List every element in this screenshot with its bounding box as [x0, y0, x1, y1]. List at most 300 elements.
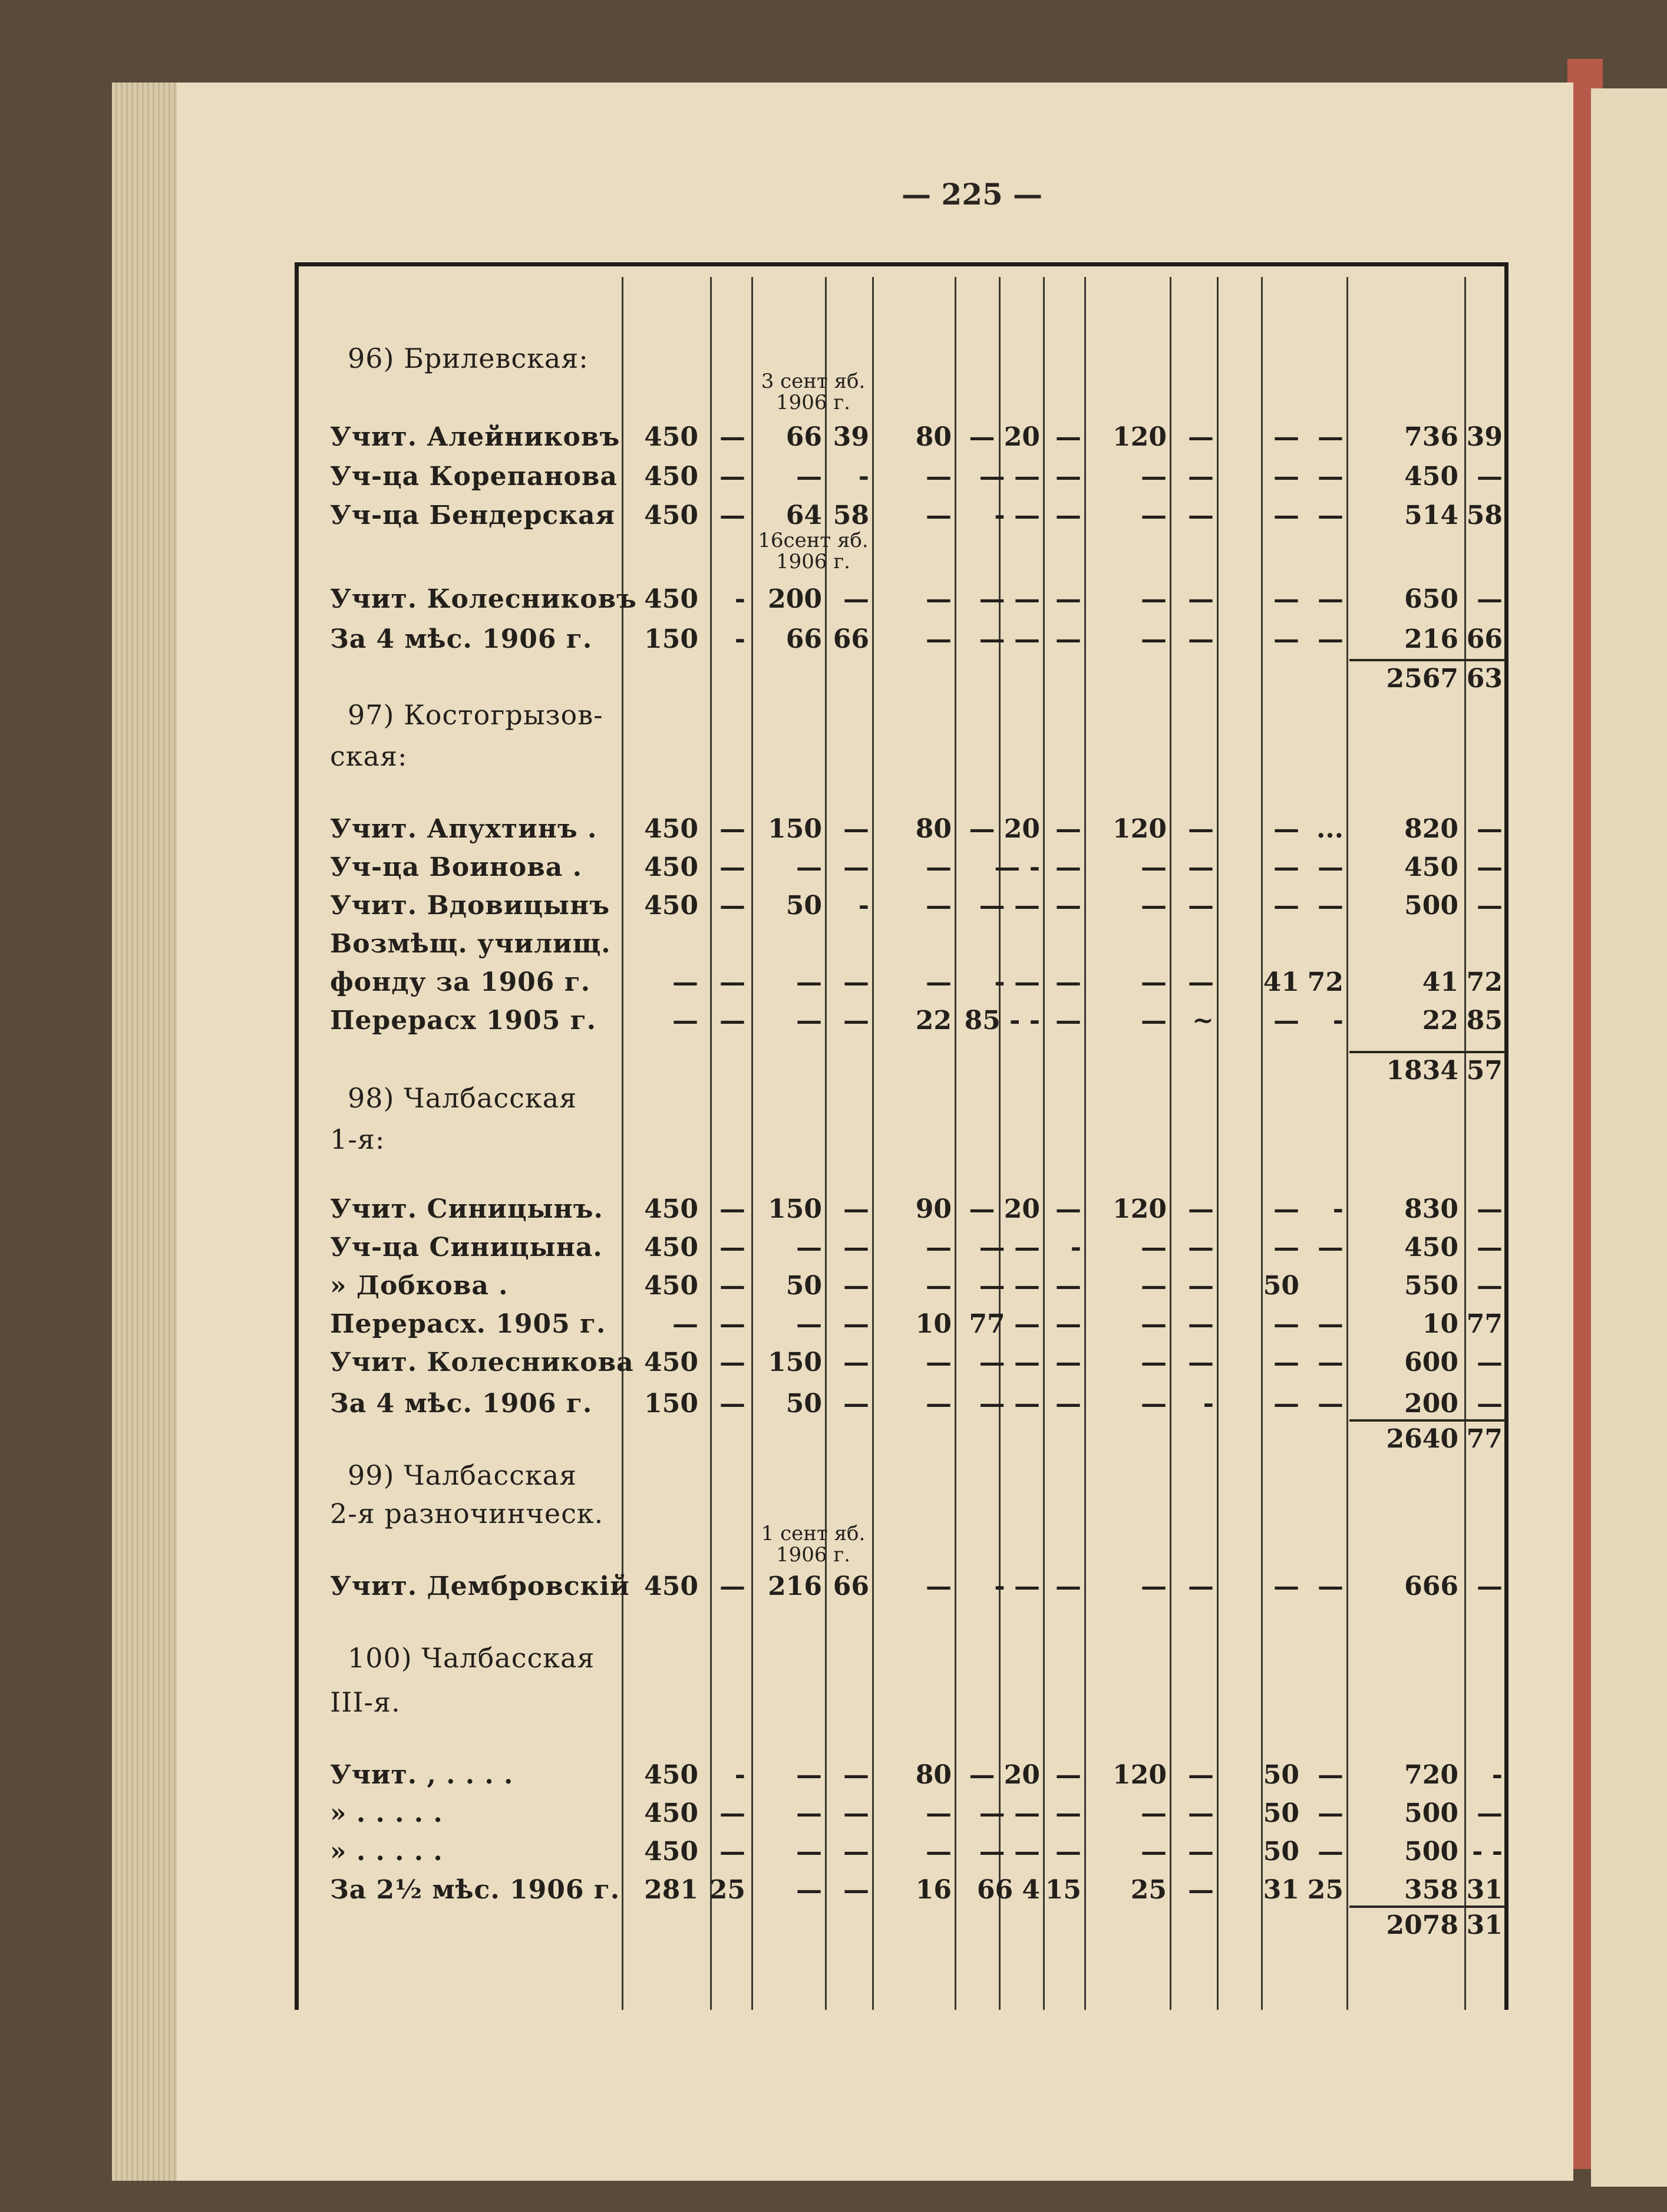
row-label: Учит. Алейниковъ: [330, 422, 620, 452]
cell-c6: — 20: [969, 814, 1040, 844]
cell-c5: —: [926, 891, 952, 921]
cell-c8: —: [1141, 852, 1167, 882]
cell-c5: —: [926, 852, 952, 882]
cell-c5: —: [926, 1271, 952, 1301]
cell-c7: —: [1055, 1571, 1081, 1601]
table-left-rule: [295, 262, 299, 2010]
cell-c11: —: [1318, 1760, 1343, 1790]
cell-c5: —: [926, 1347, 952, 1377]
cell-c1: 450: [644, 1837, 698, 1867]
cell-c9: —: [1188, 967, 1214, 997]
row-label: Уч-ца Синицына.: [330, 1232, 603, 1262]
cell-c1: 450: [644, 891, 698, 921]
cell-c12: 216: [1404, 624, 1458, 654]
cell-c12: 200: [1404, 1389, 1458, 1419]
cell-c13: 66: [1466, 624, 1503, 654]
row-label: Учит. Вдовицынъ: [330, 891, 610, 921]
section-heading: 97) Костогрызов-: [348, 699, 603, 731]
cell-c12: 820: [1404, 814, 1458, 844]
cell-c3: 150: [768, 1347, 822, 1377]
cell-c3: —: [796, 967, 822, 997]
cell-c9: —: [1188, 891, 1214, 921]
cell-c12: 830: [1404, 1194, 1458, 1224]
cell-c8: —: [1141, 1837, 1167, 1867]
cell-c8: —: [1141, 461, 1167, 492]
cell-c5: —: [926, 500, 952, 530]
cell-c4: —: [843, 1347, 869, 1377]
cell-c10: 50: [1263, 1760, 1299, 1790]
cell-c3: —: [796, 461, 822, 492]
cell-c6: — 20: [969, 1194, 1040, 1224]
cell-c6: — —: [979, 1232, 1040, 1262]
section-heading: 98) Чалбасская: [348, 1082, 577, 1114]
cell-c10: —: [1273, 500, 1299, 530]
column-divider: [1346, 277, 1348, 2010]
cell-c4: —: [843, 1760, 869, 1790]
cell-c9: —: [1188, 584, 1214, 614]
cell-c8: —: [1141, 1571, 1167, 1601]
cell-c8: —: [1141, 1271, 1167, 1301]
row-label: фонду за 1906 г.: [330, 967, 591, 997]
cell-c3: —: [796, 1006, 822, 1036]
cell-c12: 10: [1422, 1309, 1458, 1339]
cell-c7: 15: [1045, 1875, 1081, 1905]
cell-c2: —: [719, 814, 745, 844]
cell-c4: 66: [833, 624, 869, 654]
cell-c13: 39: [1466, 422, 1503, 452]
cell-c8: —: [1141, 1006, 1167, 1036]
cell-c12: 22: [1422, 1006, 1458, 1036]
cell-c9: —: [1188, 1571, 1214, 1601]
row-label: Учит. Колесникова: [330, 1347, 634, 1377]
page-number: — 225 —: [902, 177, 1043, 212]
cell-c2: -: [734, 624, 745, 654]
cell-c13: —: [1477, 584, 1503, 614]
cell-c5: 22: [915, 1006, 952, 1036]
cell-c3: —: [796, 1798, 822, 1828]
row-label: Перерасх 1905 г.: [330, 1006, 596, 1036]
cell-c7: —: [1055, 967, 1081, 997]
row-label: Уч-ца Корепанова: [330, 461, 618, 492]
cell-c2: -: [734, 584, 745, 614]
cell-c12: 450: [1404, 852, 1458, 882]
cell-c4: -: [858, 461, 869, 492]
cell-c5: —: [926, 584, 952, 614]
cell-c12: 666: [1404, 1571, 1458, 1601]
cell-c4: —: [843, 1837, 869, 1867]
total-rule: [1349, 1051, 1506, 1053]
cell-c8: 25: [1130, 1875, 1167, 1905]
cell-c10: —: [1273, 814, 1299, 844]
cell-c5: —: [926, 1232, 952, 1262]
cell-c13: - -: [1472, 1837, 1503, 1867]
cell-c5: —: [926, 1798, 952, 1828]
date-note: 3 сент яб. 1906 г.: [761, 370, 866, 414]
cell-c5: —: [926, 1389, 952, 1419]
cell-c4: —: [843, 1309, 869, 1339]
cell-c4: 66: [833, 1571, 869, 1601]
cell-c2: —: [719, 891, 745, 921]
page-stack-edge: [112, 83, 183, 2181]
cell-c3: —: [796, 1837, 822, 1867]
row-label: Учит. Дембровскій: [330, 1571, 630, 1601]
cell-c2: —: [719, 461, 745, 492]
row-label: » . . . . .: [330, 1837, 443, 1867]
cell-c11: —: [1318, 422, 1343, 452]
total-value: 2640: [1386, 1424, 1458, 1454]
cell-c10: —: [1273, 1309, 1299, 1339]
cell-c4: -: [858, 891, 869, 921]
cell-c7: —: [1055, 1760, 1081, 1790]
cell-c9: —: [1188, 1798, 1214, 1828]
adjacent-page: [1591, 88, 1667, 2187]
cell-c11: ...: [1316, 814, 1343, 844]
cell-c5: 90: [915, 1194, 952, 1224]
cell-c2: —: [719, 1271, 745, 1301]
total-rule: [1349, 1419, 1506, 1422]
cell-c9: —: [1188, 852, 1214, 882]
cell-c2: —: [719, 500, 745, 530]
total-fraction: 57: [1466, 1056, 1503, 1086]
cell-c6: — —: [979, 891, 1040, 921]
cell-c1: 450: [644, 422, 698, 452]
column-divider: [955, 277, 956, 2010]
cell-c13: 58: [1466, 500, 1503, 530]
cell-c13: —: [1477, 1798, 1503, 1828]
cell-c9: —: [1188, 1271, 1214, 1301]
cell-c1: 450: [644, 1798, 698, 1828]
cell-c3: —: [796, 1309, 822, 1339]
cell-c11: —: [1318, 500, 1343, 530]
cell-c11: —: [1318, 852, 1343, 882]
cell-c8: —: [1141, 500, 1167, 530]
cell-c11: —: [1318, 1232, 1343, 1262]
cell-c6: - —: [994, 967, 1040, 997]
cell-c10: —: [1273, 1006, 1299, 1036]
section-heading: 100) Чалбасская: [348, 1642, 595, 1674]
cell-c11: —: [1318, 1798, 1343, 1828]
cell-c10: —: [1273, 624, 1299, 654]
cell-c3: 200: [768, 584, 822, 614]
cell-c2: —: [719, 1006, 745, 1036]
cell-c13: —: [1477, 1194, 1503, 1224]
cell-c6: — -: [994, 852, 1040, 882]
cell-c9: —: [1188, 461, 1214, 492]
cell-c6: - —: [994, 1571, 1040, 1601]
cell-c4: —: [843, 967, 869, 997]
section-heading: 99) Чалбасская: [348, 1459, 577, 1491]
cell-c10: —: [1273, 1389, 1299, 1419]
cell-c6: — —: [979, 624, 1040, 654]
cell-c10: —: [1273, 461, 1299, 492]
cell-c1: 450: [644, 1571, 698, 1601]
cell-c2: —: [719, 1232, 745, 1262]
cell-c9: —: [1188, 1875, 1214, 1905]
cell-c11: -: [1332, 1006, 1343, 1036]
cell-c1: 150: [644, 624, 698, 654]
cell-c4: —: [843, 1271, 869, 1301]
cell-c7: —: [1055, 1006, 1081, 1036]
cell-c7: -: [1070, 1232, 1081, 1262]
row-label: Учит. , . . . .: [330, 1760, 514, 1790]
cell-c5: —: [926, 461, 952, 492]
cell-c9: —: [1188, 814, 1214, 844]
column-divider: [622, 277, 623, 2010]
cell-c8: 120: [1113, 1760, 1167, 1790]
cell-c1: —: [672, 1006, 698, 1036]
cell-c10: —: [1273, 1194, 1299, 1224]
cell-c11: —: [1318, 1309, 1343, 1339]
cell-c13: 31: [1466, 1875, 1503, 1905]
cell-c4: 58: [833, 500, 869, 530]
row-label: За 4 мѣс. 1906 г.: [330, 1389, 593, 1419]
cell-c13: —: [1477, 814, 1503, 844]
cell-c2: —: [719, 422, 745, 452]
cell-c11: —: [1318, 1389, 1343, 1419]
cell-c2: —: [719, 1309, 745, 1339]
cell-c11: —: [1318, 1571, 1343, 1601]
cell-c13: -: [1491, 1760, 1503, 1790]
total-value: 1834: [1386, 1056, 1458, 1086]
cell-c5: —: [926, 967, 952, 997]
cell-c3: 50: [785, 1389, 822, 1419]
cell-c11: 72: [1307, 967, 1343, 997]
cell-c6: — —: [979, 1837, 1040, 1867]
cell-c5: 80: [915, 422, 952, 452]
cell-c1: —: [672, 967, 698, 997]
cell-c3: 50: [785, 891, 822, 921]
total-value: 2567: [1386, 664, 1458, 694]
cell-c3: 216: [768, 1571, 822, 1601]
cell-c12: 450: [1404, 461, 1458, 492]
cell-c13: —: [1477, 1271, 1503, 1301]
cell-c1: 150: [644, 1389, 698, 1419]
cell-c4: —: [843, 1194, 869, 1224]
cell-c8: —: [1141, 967, 1167, 997]
column-divider: [1261, 277, 1263, 2010]
cell-c7: —: [1055, 1194, 1081, 1224]
cell-c12: 500: [1404, 891, 1458, 921]
cell-c4: —: [843, 1006, 869, 1036]
cell-c9: —: [1188, 1760, 1214, 1790]
cell-c9: —: [1188, 624, 1214, 654]
cell-c1: 450: [644, 584, 698, 614]
cell-c2: —: [719, 1194, 745, 1224]
cell-c5: 10: [915, 1309, 952, 1339]
cell-c10: —: [1273, 422, 1299, 452]
cell-c3: —: [796, 1875, 822, 1905]
section-heading: III-я.: [330, 1686, 401, 1718]
cell-c10: 41: [1263, 967, 1299, 997]
cell-c9: —: [1188, 500, 1214, 530]
cell-c10: 31: [1263, 1875, 1299, 1905]
table-right-rule: [1504, 262, 1508, 2010]
cell-c6: — —: [979, 1389, 1040, 1419]
section-heading: ская:: [330, 740, 408, 772]
cell-c2: —: [719, 852, 745, 882]
cell-c7: —: [1055, 1347, 1081, 1377]
cell-c2: -: [734, 1760, 745, 1790]
cell-c10: —: [1273, 1232, 1299, 1262]
cell-c8: —: [1141, 624, 1167, 654]
cell-c11: —: [1318, 1837, 1343, 1867]
total-value: 2078: [1386, 1910, 1458, 1940]
cell-c3: 66: [785, 624, 822, 654]
cell-c2: —: [719, 1837, 745, 1867]
cell-c3: 150: [768, 1194, 822, 1224]
cell-c5: —: [926, 1837, 952, 1867]
cell-c6: — —: [979, 461, 1040, 492]
table-top-rule: [298, 262, 1508, 266]
cell-c2: —: [719, 967, 745, 997]
cell-c9: —: [1188, 1309, 1214, 1339]
cell-c2: —: [719, 1347, 745, 1377]
date-note: 1 сент яб. 1906 г.: [761, 1522, 866, 1567]
section-heading: 96) Брилевская:: [348, 342, 589, 374]
cell-c7: —: [1055, 500, 1081, 530]
cell-c6: - —: [994, 500, 1040, 530]
cell-c3: —: [796, 1232, 822, 1262]
section-heading: 2-я разночинческ.: [330, 1498, 604, 1529]
cell-c13: —: [1477, 1347, 1503, 1377]
cell-c13: 85: [1466, 1006, 1503, 1036]
cell-c9: -: [1203, 1389, 1214, 1419]
cell-c11: —: [1318, 891, 1343, 921]
cell-c12: 450: [1404, 1232, 1458, 1262]
cell-c8: —: [1141, 584, 1167, 614]
cell-c12: 41: [1422, 967, 1458, 997]
cell-c1: 450: [644, 1347, 698, 1377]
cell-c6: 77 —: [969, 1309, 1040, 1339]
cell-c4: —: [843, 1875, 869, 1905]
row-label: За 2½ мѣс. 1906 г.: [330, 1875, 620, 1905]
cell-c3: 66: [785, 422, 822, 452]
cell-c10: —: [1273, 1571, 1299, 1601]
cell-c1: 450: [644, 814, 698, 844]
date-note: 16сент яб. 1906 г.: [758, 529, 869, 573]
cell-c5: —: [926, 624, 952, 654]
row-label: Уч-ца Воинова .: [330, 852, 582, 882]
cell-c11: —: [1318, 461, 1343, 492]
cell-c7: —: [1055, 1271, 1081, 1301]
cell-c7: —: [1055, 422, 1081, 452]
cell-c11: —: [1318, 624, 1343, 654]
cell-c4: —: [843, 814, 869, 844]
column-divider: [710, 277, 712, 2010]
total-rule: [1349, 1906, 1506, 1908]
cell-c13: —: [1477, 461, 1503, 492]
cell-c12: 736: [1404, 422, 1458, 452]
cell-c3: 64: [785, 500, 822, 530]
cell-c1: 450: [644, 1760, 698, 1790]
cell-c6: — 20: [969, 422, 1040, 452]
cell-c13: —: [1477, 891, 1503, 921]
cell-c5: 80: [915, 1760, 952, 1790]
cell-c9: —: [1188, 1837, 1214, 1867]
cell-c11: —: [1318, 584, 1343, 614]
cell-c7: —: [1055, 852, 1081, 882]
cell-c3: —: [796, 1760, 822, 1790]
cell-c7: —: [1055, 891, 1081, 921]
cell-c9: —: [1188, 422, 1214, 452]
cell-c9: —: [1188, 1347, 1214, 1377]
cell-c7: —: [1055, 584, 1081, 614]
cell-c4: —: [843, 852, 869, 882]
column-divider: [1170, 277, 1171, 2010]
cell-c8: 120: [1113, 422, 1167, 452]
cell-c5: 16: [915, 1875, 952, 1905]
total-rule: [1349, 659, 1506, 661]
cell-c13: 72: [1466, 967, 1503, 997]
cell-c13: —: [1477, 1571, 1503, 1601]
cell-c13: —: [1477, 852, 1503, 882]
cell-c9: ~: [1192, 1006, 1214, 1036]
row-label: Возмѣщ. училищ.: [330, 929, 611, 959]
cell-c7: —: [1055, 1389, 1081, 1419]
cell-c2: 25: [709, 1875, 745, 1905]
cell-c7: —: [1055, 1309, 1081, 1339]
total-fraction: 31: [1466, 1910, 1503, 1940]
cell-c1: 450: [644, 852, 698, 882]
cell-c9: —: [1188, 1232, 1214, 1262]
column-divider: [1464, 277, 1466, 2010]
cell-c12: 500: [1404, 1837, 1458, 1867]
cell-c5: —: [926, 1571, 952, 1601]
cell-c8: —: [1141, 891, 1167, 921]
cell-c12: 514: [1404, 500, 1458, 530]
cell-c8: 120: [1113, 1194, 1167, 1224]
column-divider: [1043, 277, 1045, 2010]
cell-c1: 450: [644, 1232, 698, 1262]
cell-c12: 550: [1404, 1271, 1458, 1301]
cell-c5: 80: [915, 814, 952, 844]
column-divider: [1217, 277, 1219, 2010]
cell-c13: —: [1477, 1232, 1503, 1262]
cell-c9: —: [1188, 1194, 1214, 1224]
cell-c6: — —: [979, 1798, 1040, 1828]
row-label: Уч-ца Бендерская: [330, 500, 615, 530]
column-divider: [999, 277, 1001, 2010]
cell-c13: 77: [1466, 1309, 1503, 1339]
cell-c4: —: [843, 1389, 869, 1419]
cell-c3: —: [796, 852, 822, 882]
total-fraction: 77: [1466, 1424, 1503, 1454]
cell-c4: —: [843, 1232, 869, 1262]
row-label: Перерасх. 1905 г.: [330, 1309, 606, 1339]
cell-c10: —: [1273, 1347, 1299, 1377]
cell-c1: 450: [644, 1194, 698, 1224]
cell-c11: —: [1318, 1347, 1343, 1377]
cell-c4: —: [843, 1798, 869, 1828]
cell-c8: —: [1141, 1309, 1167, 1339]
cell-c6: 66 4: [976, 1875, 1040, 1905]
cell-c12: 358: [1404, 1875, 1458, 1905]
cell-c3: 150: [768, 814, 822, 844]
cell-c7: —: [1055, 624, 1081, 654]
cell-c12: 500: [1404, 1798, 1458, 1828]
cell-c10: 50: [1263, 1798, 1299, 1828]
cell-c10: 50: [1263, 1837, 1299, 1867]
cell-c1: 450: [644, 1271, 698, 1301]
cell-c6: — —: [979, 584, 1040, 614]
row-label: » . . . . .: [330, 1798, 443, 1828]
total-fraction: 63: [1466, 664, 1503, 694]
cell-c7: —: [1055, 461, 1081, 492]
cell-c10: —: [1273, 852, 1299, 882]
cell-c11: -: [1332, 1194, 1343, 1224]
cell-c6: — —: [979, 1347, 1040, 1377]
row-label: За 4 мѣс. 1906 г.: [330, 624, 593, 654]
